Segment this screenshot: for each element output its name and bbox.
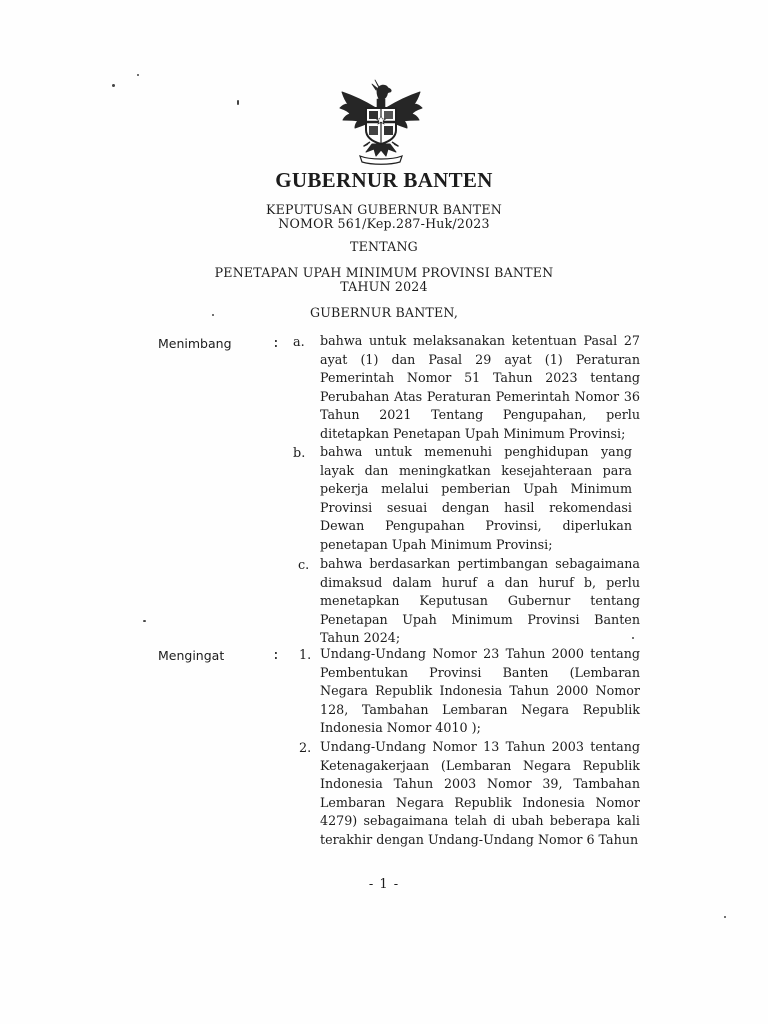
list-item-text: bahwa untuk melaksanakan ketentuan Pasal 27 ayat (1) dan Pasal 29 ayat (1) Peraturan Pemerintah Nomor 51 Tahun 2023 tentang Perubahan Atas Peraturan Pemerintah Nomor 36 Tahun 2021 Tentang Pengupahan, perlu ditetapkan Penetapan Upah Minimum Provinsi;: [320, 333, 640, 441]
scan-speck: [724, 916, 726, 918]
list-item-marker: a.: [293, 335, 305, 350]
scan-speck: [143, 620, 146, 622]
document-title: GUBERNUR BANTEN: [275, 168, 493, 192]
list-item-marker: c.: [298, 558, 310, 573]
subject-year: TAHUN 2024: [340, 279, 428, 294]
subject-line: PENETAPAN UPAH MINIMUM PROVINSI BANTEN: [214, 265, 554, 280]
menimbang-colon: :: [272, 336, 280, 351]
page-number: - 1 -: [368, 877, 400, 892]
garuda-pancasila-emblem-icon: [336, 78, 426, 166]
list-item-text: Undang-Undang Nomor 13 Tahun 2003 tentang Ketenagakerjaan (Lembaran Negara Republik Indonesia Tahun 2003 Nomor 39, Tambahan Lembaran Negara Republik Indonesia Nomor 4279) sebagaimana telah di ubah beberapa kali terakhir dengan Undang-Undang Nomor 6 Tahun: [320, 739, 640, 847]
list-item-marker: 2.: [299, 741, 312, 756]
scan-speck: [237, 100, 239, 105]
about-heading: TENTANG: [350, 239, 418, 254]
list-item-marker: b.: [293, 446, 306, 461]
list-item-marker: 1.: [299, 648, 312, 663]
issuer-line: GUBERNUR BANTEN,: [309, 305, 459, 320]
list-item-text: bahwa untuk memenuhi penghidupan yang layak dan meningkatkan kesejahteraan para pekerja melalui pemberian Upah Minimum Provinsi sesuai dengan hasil rekomendasi Dewan Pengupahan Provinsi, diperlukan penetapan Upah Minimum Provinsi;: [320, 444, 632, 552]
mengingat-colon: :: [272, 648, 280, 663]
decree-title: KEPUTUSAN GUBERNUR BANTEN: [266, 202, 502, 217]
list-item-text: Undang-Undang Nomor 23 Tahun 2000 tentang Pembentukan Provinsi Banten (Lembaran Negara Republik Indonesia Tahun 2000 Nomor 128, Tambahan Lembaran Negara Republik Indonesia Nomor 4010 );: [320, 646, 640, 736]
menimbang-label: Menimbang: [158, 336, 232, 351]
list-item-text: bahwa berdasarkan pertimbangan sebagaimana dimaksud dalam huruf a dan huruf b, perlu menetapkan Keputusan Gubernur tentang Penetapan Upah Minimum Provinsi Banten Tahun 2024;: [320, 556, 640, 646]
scan-speck: [112, 84, 115, 87]
decree-number: NOMOR 561/Kep.287-Huk/2023: [278, 216, 490, 231]
scan-speck: [137, 74, 139, 76]
mengingat-label: Mengingat: [158, 648, 225, 663]
